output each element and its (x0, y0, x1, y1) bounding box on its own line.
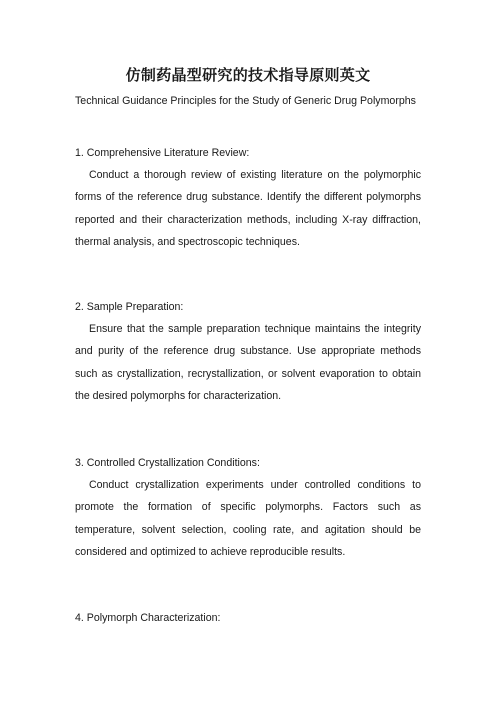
document-subtitle: Technical Guidance Principles for the Study of Generic Drug Polymorphs (75, 95, 416, 107)
section-body-1: Conduct a thorough review of existing literature on the polymorphic forms of the reference drug substance. Identify the different polymorphs reported and their characterization methods, including X-ray diffraction, thermal analysis, and spectroscopic techniques. (75, 169, 421, 248)
section-heading-1: 1. Comprehensive Literature Review: (75, 147, 250, 159)
document-title: 仿制药晶型研究的技术指导原则英文 (125, 66, 371, 84)
section-heading-3: 3. Controlled Crystallization Conditions: (75, 457, 260, 469)
section-heading-4: 4. Polymorph Characterization: (75, 612, 221, 624)
section-body-2: Ensure that the sample preparation technique maintains the integrity and purity of the reference drug substance. Use appropriate methods such as crystallization, recrystallization, or solvent evaporation to obtain the desired polymorphs for characterization. (75, 323, 421, 402)
section-body-3: Conduct crystallization experiments under controlled conditions to promote the formation of specific polymorphs. Factors such as temperature, solvent selection, cooling rate, and agitation should be considered and optimized to achieve reproducible results. (75, 479, 421, 558)
section-heading-2: 2. Sample Preparation: (75, 301, 184, 313)
